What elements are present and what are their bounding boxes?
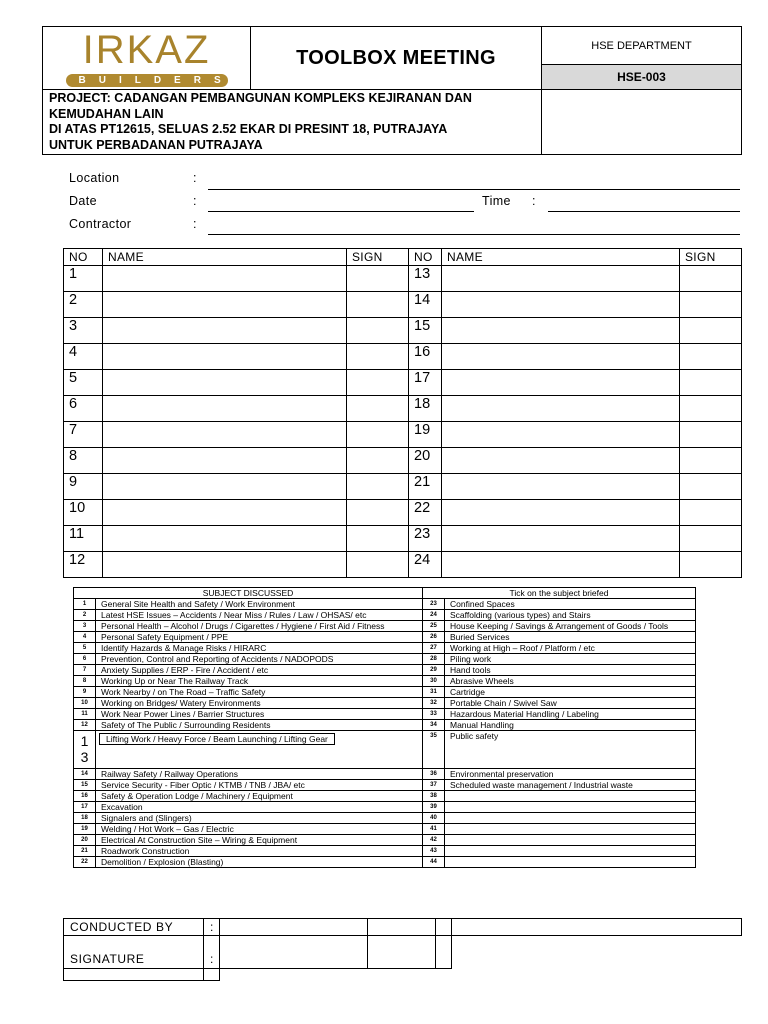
signature-label: SIGNATURE — [64, 936, 204, 969]
subject-text: General Site Health and Safety / Work Environment — [101, 599, 296, 609]
attendee-number: 14 — [409, 292, 442, 318]
attendee-sign-field[interactable] — [680, 474, 742, 500]
subject-text: Work Nearby / on The Road – Traffic Safety — [101, 687, 266, 697]
attendee-sign-field[interactable] — [347, 526, 409, 552]
subject-number: 6 — [74, 654, 96, 665]
subject-number: 35 — [423, 731, 445, 769]
subject-number: 8 — [74, 676, 96, 687]
subject-text-cell[interactable] — [96, 780, 423, 791]
attendee-number: 12 — [64, 552, 103, 578]
subject-text: Confined Spaces — [450, 599, 515, 609]
subject-text-cell[interactable] — [96, 791, 423, 802]
subject-number: 30 — [423, 676, 445, 687]
attendance-row — [64, 500, 742, 526]
attendee-name-field[interactable] — [442, 318, 680, 344]
footer-blank — [436, 969, 452, 981]
attendee-sign-field[interactable] — [680, 422, 742, 448]
attendance-row — [64, 370, 742, 396]
subject-text: Welding / Hot Work – Gas / Electric — [101, 824, 234, 834]
subject-text: Portable Chain / Swivel Saw — [450, 698, 557, 708]
subject-text: Buried Services — [450, 632, 510, 642]
header-table — [42, 26, 742, 155]
subject-number: 15 — [74, 780, 96, 791]
attendee-name-field[interactable] — [103, 448, 347, 474]
subject-text-cell[interactable] — [445, 846, 696, 857]
subject-text-cell[interactable] — [445, 621, 696, 632]
subject-row — [74, 791, 696, 802]
subject-text: Work Near Power Lines / Barrier Structures — [101, 709, 265, 719]
subject-row — [74, 780, 696, 791]
subject-text: Latest HSE Issues – Accidents / Near Miss / Rules / Law / OHSAS/ etc — [101, 610, 367, 620]
document-code: HSE-003 — [542, 65, 742, 90]
attendance-row — [64, 552, 742, 578]
attendee-number: 21 — [409, 474, 442, 500]
attendance-row — [64, 266, 742, 292]
subject-discussed-header: SUBJECT DISCUSSED — [74, 588, 423, 599]
subject-number: 39 — [423, 802, 445, 813]
date-field[interactable] — [208, 211, 474, 212]
no-header: NO — [64, 249, 103, 266]
subject-text: Public safety — [450, 731, 499, 741]
subject-number: 12 — [74, 720, 96, 731]
attendee-name-field[interactable] — [442, 500, 680, 526]
time-field[interactable] — [548, 211, 740, 212]
subject-text-cell[interactable] — [445, 643, 696, 654]
subject-text-cell[interactable] — [445, 824, 696, 835]
subject-text: Signalers and (Slingers) — [101, 813, 192, 823]
project-line: UNTUK PERBADANAN PUTRAJAYA — [49, 137, 263, 152]
attendee-number: 15 — [409, 318, 442, 344]
subject-number: 33 — [423, 709, 445, 720]
attendee-number: 6 — [64, 396, 103, 422]
subject-number: 20 — [74, 835, 96, 846]
attendee-sign-field[interactable] — [347, 422, 409, 448]
attendee-sign-field[interactable] — [680, 318, 742, 344]
attendee-sign-field[interactable] — [347, 448, 409, 474]
subject-text-cell[interactable] — [96, 769, 423, 780]
attendee-sign-field[interactable] — [680, 448, 742, 474]
attendee-name-field[interactable] — [103, 292, 347, 318]
attendee-name-field[interactable] — [442, 474, 680, 500]
subject-number: 19 — [74, 824, 96, 835]
subject-number: 14 — [74, 769, 96, 780]
conducted-by-extra[interactable] — [368, 919, 436, 936]
location-field[interactable] — [208, 189, 740, 190]
subject-text: Safety of The Public / Surrounding Residents — [101, 720, 271, 730]
attendee-name-field[interactable] — [103, 474, 347, 500]
subject-text-cell[interactable] — [96, 835, 423, 846]
subject-number: 27 — [423, 643, 445, 654]
sign-header: SIGN — [680, 249, 742, 266]
attendee-number: 7 — [64, 422, 103, 448]
attendee-number: 22 — [409, 500, 442, 526]
subject-number: 26 — [423, 632, 445, 643]
subjects-rows — [74, 599, 696, 868]
attendee-sign-field[interactable] — [347, 500, 409, 526]
subject-number: 18 — [74, 813, 96, 824]
subject-text: Anxiety Supplies / ERP - Fire / Accident / etc — [101, 665, 269, 675]
attendee-name-field[interactable] — [442, 552, 680, 578]
attendee-sign-field[interactable] — [680, 552, 742, 578]
attendance-table — [63, 248, 742, 578]
subject-row — [74, 698, 696, 709]
subject-text-cell[interactable] — [96, 709, 423, 720]
attendee-sign-field[interactable] — [680, 292, 742, 318]
subject-row — [74, 687, 696, 698]
subject-number: 9 — [74, 687, 96, 698]
attendee-name-field[interactable] — [442, 344, 680, 370]
attendee-sign-field[interactable] — [347, 266, 409, 292]
name-header: NAME — [442, 249, 680, 266]
subject-text: Personal Health – Alcohol / Drugs / Cigarettes / Hygiene / First Aid / Fitness — [101, 621, 385, 631]
subject-text-cell[interactable] — [445, 709, 696, 720]
subject-text-cell[interactable] — [96, 687, 423, 698]
subject-number: 1 3 — [74, 731, 96, 769]
subject-number: 40 — [423, 813, 445, 824]
attendee-number: 3 — [64, 318, 103, 344]
subject-row — [74, 665, 696, 676]
subject-row — [74, 769, 696, 780]
project-line: KEMUDAHAN LAIN — [49, 106, 164, 121]
no-header: NO — [409, 249, 442, 266]
signoff-table — [63, 918, 742, 981]
subject-text-cell[interactable] — [96, 621, 423, 632]
attendee-name-field[interactable] — [103, 396, 347, 422]
subject-text: Hand tools — [450, 665, 491, 675]
subject-row — [74, 676, 696, 687]
attendee-sign-field[interactable] — [680, 526, 742, 552]
attendee-name-field[interactable] — [103, 422, 347, 448]
subject-number: 36 — [423, 769, 445, 780]
subject-text: Safety & Operation Lodge / Machinery / Equipment — [101, 791, 293, 801]
subject-text-cell[interactable] — [445, 780, 696, 791]
attendee-name-field[interactable] — [103, 370, 347, 396]
attendee-name-field[interactable] — [442, 526, 680, 552]
subject-row — [74, 720, 696, 731]
conducted-by-colon: : — [204, 919, 220, 936]
time-label: Time — [482, 194, 511, 208]
footer-cell — [204, 969, 220, 981]
subject-text-cell[interactable] — [445, 676, 696, 687]
subject-text: Lifting Work / Heavy Force / Beam Launching / Lifting Gear — [99, 733, 335, 745]
subject-text: Piling work — [450, 654, 492, 664]
attendance-row — [64, 422, 742, 448]
sign-header: SIGN — [347, 249, 409, 266]
subject-text: Identify Hazards & Manage Risks / HIRARC — [101, 643, 267, 653]
contractor-label: Contractor — [69, 217, 132, 231]
attendee-number: 23 — [409, 526, 442, 552]
attendee-sign-field[interactable] — [347, 292, 409, 318]
subject-number: 23 — [423, 599, 445, 610]
signature-colon: : — [204, 936, 220, 969]
subject-number: 3 — [74, 621, 96, 632]
subject-text-cell[interactable] — [445, 687, 696, 698]
attendee-sign-field[interactable] — [347, 396, 409, 422]
subject-text: Hazardous Material Handling / Labeling — [450, 709, 599, 719]
attendee-number: 11 — [64, 526, 103, 552]
attendee-number: 10 — [64, 500, 103, 526]
conducted-by-extra-3[interactable] — [452, 919, 742, 936]
location-colon: : — [193, 171, 197, 185]
attendance-row — [64, 292, 742, 318]
department-label: HSE DEPARTMENT — [542, 27, 742, 65]
subject-number: 29 — [423, 665, 445, 676]
subject-text-cell[interactable] — [445, 813, 696, 824]
subject-row — [74, 643, 696, 654]
subject-text: Service Security - Fiber Optic / KTMB / TNB / JBA/ etc — [101, 780, 305, 790]
attendee-name-field[interactable] — [442, 422, 680, 448]
attendee-name-field[interactable] — [103, 526, 347, 552]
company-logo — [43, 27, 251, 90]
subject-text-cell[interactable] — [445, 720, 696, 731]
subject-number: 5 — [74, 643, 96, 654]
subject-text-cell[interactable] — [445, 791, 696, 802]
subject-text-cell[interactable] — [445, 802, 696, 813]
subject-number: 17 — [74, 802, 96, 813]
subject-number: 11 — [74, 709, 96, 720]
subject-text-cell[interactable] — [445, 654, 696, 665]
project-side-blank — [542, 90, 742, 155]
attendance-row — [64, 526, 742, 552]
subject-row — [74, 599, 696, 610]
subject-text-cell[interactable] — [96, 857, 423, 868]
time-colon: : — [532, 194, 536, 208]
subject-text: House Keeping / Savings & Arrangement of Goods / Tools — [450, 621, 669, 631]
subject-number: 38 — [423, 791, 445, 802]
subject-text-cell[interactable] — [96, 632, 423, 643]
subject-text-cell[interactable] — [96, 599, 423, 610]
subject-text-cell[interactable] — [96, 720, 423, 731]
logo-wordmark: IRKAZ — [82, 28, 211, 72]
subject-text-cell[interactable] — [445, 610, 696, 621]
attendee-sign-field[interactable] — [680, 344, 742, 370]
subject-text-cell[interactable] — [445, 731, 696, 769]
subject-number: 43 — [423, 846, 445, 857]
signature-extra-2[interactable] — [436, 936, 452, 969]
subject-text-cell[interactable] — [445, 632, 696, 643]
footer-blank — [452, 969, 742, 981]
subject-text: Scheduled waste management / Industrial waste — [450, 780, 633, 790]
footer-blank — [220, 969, 368, 981]
attendee-number: 4 — [64, 344, 103, 370]
subject-number: 34 — [423, 720, 445, 731]
attendance-rows — [64, 266, 742, 578]
date-colon: : — [193, 194, 197, 208]
attendee-name-field[interactable] — [103, 552, 347, 578]
subject-number: 22 — [74, 857, 96, 868]
attendee-sign-field[interactable] — [347, 370, 409, 396]
conducted-by-label: CONDUCTED BY — [64, 919, 204, 936]
attendee-sign-field[interactable] — [347, 318, 409, 344]
subject-text-cell[interactable] — [96, 665, 423, 676]
subject-number: 2 — [74, 610, 96, 621]
attendee-number: 9 — [64, 474, 103, 500]
subject-row — [74, 709, 696, 720]
subject-text-cell[interactable] — [96, 813, 423, 824]
subject-number: 44 — [423, 857, 445, 868]
subject-row — [74, 846, 696, 857]
subject-number: 1 — [74, 599, 96, 610]
subject-text: Working on Bridges/ Watery Environments — [101, 698, 261, 708]
subject-row — [74, 610, 696, 621]
subject-number: 7 — [74, 665, 96, 676]
document-title: TOOLBOX MEETING — [251, 27, 542, 90]
attendance-row — [64, 344, 742, 370]
attendance-row — [64, 474, 742, 500]
subject-text: Personal Safety Equipment / PPE — [101, 632, 229, 642]
subject-number: 10 — [74, 698, 96, 709]
subject-text: Excavation — [101, 802, 143, 812]
subject-number: 37 — [423, 780, 445, 791]
conducted-by-extra-2[interactable] — [436, 919, 452, 936]
subject-text-cell[interactable] — [96, 846, 423, 857]
subject-text-cell[interactable] — [445, 857, 696, 868]
subject-text-cell[interactable] — [96, 731, 423, 769]
attendee-sign-field[interactable] — [680, 396, 742, 422]
subject-number: 24 — [423, 610, 445, 621]
location-label: Location — [69, 171, 120, 185]
subject-number: 25 — [423, 621, 445, 632]
subjects-table — [73, 587, 696, 868]
subject-text-cell[interactable] — [445, 769, 696, 780]
subject-text-cell[interactable] — [96, 676, 423, 687]
contractor-field[interactable] — [208, 234, 740, 235]
project-description — [43, 90, 542, 155]
attendee-sign-field[interactable] — [680, 266, 742, 292]
signature-blank — [452, 936, 742, 969]
subject-number: 32 — [423, 698, 445, 709]
attendee-name-field[interactable] — [442, 292, 680, 318]
subject-text: Cartridge — [450, 687, 485, 697]
subject-text: Roadwork Construction — [101, 846, 190, 856]
subject-text-cell[interactable] — [96, 802, 423, 813]
attendee-name-field[interactable] — [103, 500, 347, 526]
attendee-number: 19 — [409, 422, 442, 448]
name-header: NAME — [103, 249, 347, 266]
logo-subtitle: BUILDERS — [66, 74, 228, 87]
subject-row — [74, 857, 696, 868]
subject-row — [74, 813, 696, 824]
subject-number: 4 — [74, 632, 96, 643]
attendee-number: 13 — [409, 266, 442, 292]
subject-row — [74, 835, 696, 846]
footer-cell — [64, 969, 204, 981]
attendee-sign-field[interactable] — [680, 500, 742, 526]
subject-text: Prevention, Control and Reporting of Accidents / NADOPODS — [101, 654, 334, 664]
attendee-name-field[interactable] — [103, 344, 347, 370]
subject-number: 31 — [423, 687, 445, 698]
attendee-sign-field[interactable] — [680, 370, 742, 396]
subject-number: 21 — [74, 846, 96, 857]
subject-number: 16 — [74, 791, 96, 802]
subject-text-cell[interactable] — [445, 835, 696, 846]
subject-text-cell[interactable] — [96, 654, 423, 665]
subject-text: Scaffolding (various types) and Stairs — [450, 610, 591, 620]
subject-text-cell[interactable] — [96, 824, 423, 835]
subjects-header-row — [74, 588, 696, 599]
subject-row — [74, 731, 696, 769]
subject-number: 42 — [423, 835, 445, 846]
attendee-number: 17 — [409, 370, 442, 396]
contractor-colon: : — [193, 217, 197, 231]
subject-text-cell[interactable] — [96, 610, 423, 621]
attendee-name-field[interactable] — [103, 266, 347, 292]
attendee-sign-field[interactable] — [347, 344, 409, 370]
subject-text: Abrasive Wheels — [450, 676, 514, 686]
subject-text-cell[interactable] — [96, 698, 423, 709]
subject-text: Electrical At Construction Site – Wiring & Equipment — [101, 835, 298, 845]
attendee-name-field[interactable] — [442, 396, 680, 422]
attendee-number: 18 — [409, 396, 442, 422]
attendee-number: 24 — [409, 552, 442, 578]
attendee-name-field[interactable] — [442, 370, 680, 396]
subject-number: 41 — [423, 824, 445, 835]
attendee-name-field[interactable] — [442, 448, 680, 474]
footer-blank — [368, 969, 436, 981]
subject-row — [74, 632, 696, 643]
subject-number: 28 — [423, 654, 445, 665]
attendee-name-field[interactable] — [442, 266, 680, 292]
date-label: Date — [69, 194, 98, 208]
subject-text-cell[interactable] — [445, 665, 696, 676]
subject-row — [74, 654, 696, 665]
subject-row — [74, 621, 696, 632]
subject-text: Environmental preservation — [450, 769, 554, 779]
attendee-name-field[interactable] — [103, 318, 347, 344]
conducted-by-field[interactable] — [220, 919, 368, 936]
subject-text-cell[interactable] — [445, 698, 696, 709]
attendee-number: 1 — [64, 266, 103, 292]
attendance-row — [64, 318, 742, 344]
signature-extra[interactable] — [368, 936, 436, 969]
attendee-number: 20 — [409, 448, 442, 474]
subject-text: Working at High – Roof / Platform / etc — [450, 643, 595, 653]
project-line: PROJECT: CADANGAN PEMBANGUNAN KOMPLEKS KEJIRANAN DAN — [49, 91, 472, 105]
signature-field[interactable] — [220, 936, 368, 969]
subject-text: Railway Safety / Railway Operations — [101, 769, 239, 779]
attendee-sign-field[interactable] — [347, 552, 409, 578]
attendance-row — [64, 396, 742, 422]
subject-row — [74, 824, 696, 835]
subject-text: Demolition / Explosion (Blasting) — [101, 857, 224, 867]
attendee-sign-field[interactable] — [347, 474, 409, 500]
subject-text-cell[interactable] — [445, 599, 696, 610]
subject-text: Manual Handling — [450, 720, 514, 730]
subject-text-cell[interactable] — [96, 643, 423, 654]
subject-text: Working Up or Near The Railway Track — [101, 676, 249, 686]
subject-row — [74, 802, 696, 813]
attendee-number: 16 — [409, 344, 442, 370]
attendee-number: 5 — [64, 370, 103, 396]
attendee-number: 2 — [64, 292, 103, 318]
attendee-number: 8 — [64, 448, 103, 474]
attendance-header-row — [64, 249, 742, 266]
tick-subject-header: Tick on the subject briefed — [423, 588, 696, 599]
project-line: DI ATAS PT12615, SELUAS 2.52 EKAR DI PRESINT 18, PUTRAJAYA — [49, 122, 448, 136]
attendance-row — [64, 448, 742, 474]
